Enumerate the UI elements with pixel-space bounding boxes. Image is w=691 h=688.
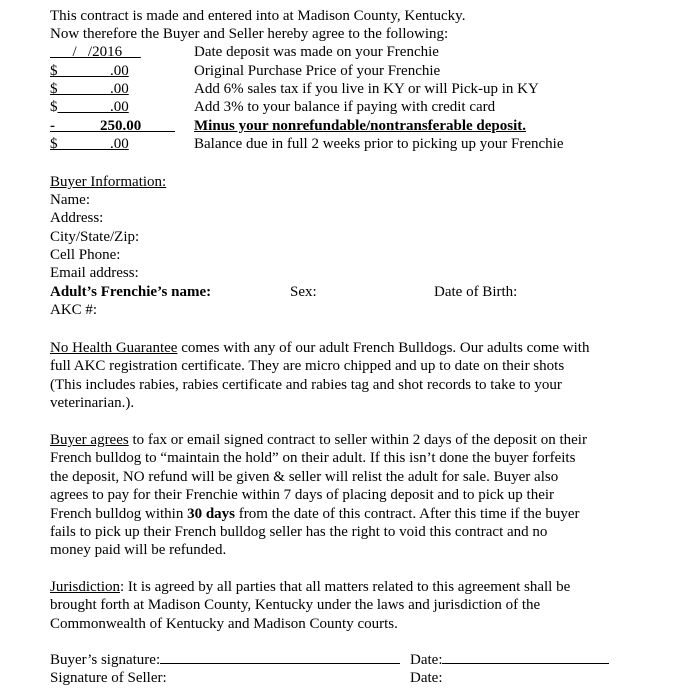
- seller-date-row[interactable]: [410, 669, 442, 687]
- deposit-description: Minus your nonrefundable/nontransferable deposit.: [194, 118, 526, 134]
- buyer-signature-row[interactable]: [50, 651, 400, 669]
- deposit-date-amount: / /2016: [50, 44, 141, 60]
- address-field-label: Address:: [50, 210, 104, 226]
- buyer-signature-line: [160, 651, 400, 664]
- sales-tax-description: Add 6% sales tax if you live in KY or will Pick-up in KY: [194, 81, 539, 97]
- credit-card-field[interactable]: $ .00: [50, 99, 129, 115]
- credit-card-description: Add 3% to your balance if paying with credit card: [194, 99, 496, 115]
- seller-signature-label: Signature of Seller:: [50, 670, 167, 686]
- sales-tax-field[interactable]: $ .00: [50, 81, 129, 97]
- buyer-agrees-paragraph: Buyer agrees to fax or email signed contract to seller within 2 days of the deposit on their French bulldog to “maintain the hold” on their adult. If this isn’t done the buyer forfeits the deposit, NO refund will be given & seller will relist the adult for sale. Buyer also agrees to pay for their Frenchie within 7 days of placing deposit and to pick up their French bulldog within 30 days from the date of this contract. After this time if the buyer fails to pick up their French bulldog seller has the right to void this contract and no money paid will be refunded.: [50, 432, 587, 559]
- seller-signature-row[interactable]: [50, 669, 167, 687]
- buyer-date-row[interactable]: [410, 651, 609, 669]
- cell-phone-label: Cell Phone:: [50, 247, 121, 263]
- jurisdiction-paragraph: Jurisdiction: It is agreed by all parties that all matters related to this agreement shall be brought forth at Madison County, Kentucky under the laws and jurisdiction of the Commonwealth of Kentucky and Madison County courts.: [50, 579, 571, 632]
- purchase-price-description: Original Purchase Price of your Frenchie: [194, 63, 441, 79]
- email-label: Email address:: [50, 265, 139, 281]
- deposit-amount: - 250.00: [50, 118, 175, 134]
- dob-label: Date of Birth:: [434, 284, 518, 300]
- deposit-date-description: Date deposit was made on your Frenchie: [194, 44, 439, 60]
- intro-line-2: Now therefore the Buyer and Seller hereby agree to the following:: [50, 26, 449, 42]
- buyer-info-heading: Buyer Information:: [50, 174, 167, 190]
- buyer-agrees-heading: Buyer agrees: [50, 432, 129, 448]
- balance-description: Balance due in full 2 weeks prior to picking up your Frenchie: [194, 136, 564, 152]
- name-field-label: Name:: [50, 192, 90, 208]
- jurisdiction-heading: Jurisdiction: [50, 579, 120, 595]
- balance-field[interactable]: $ .00: [50, 136, 129, 152]
- deposit-date-field[interactable]: [50, 43, 141, 61]
- buyer-signature-label: Buyer’s signature:: [50, 652, 161, 668]
- health-paragraph: No Health Guarantee comes with any of our adult French Bulldogs. Our adults come with full AKC registration certificate. They are micro chipped and up to date on their shots (This includes rabies, rabies certificate and rabies tag and shot records to take to your veterinarian.).: [50, 340, 590, 412]
- purchase-price-field[interactable]: $ .00: [50, 63, 129, 79]
- adult-name-label: Adult’s Frenchie’s name:: [50, 284, 212, 300]
- sex-label: Sex:: [290, 284, 317, 300]
- buyer-date-line: [442, 651, 609, 664]
- akc-label: AKC #:: [50, 302, 98, 318]
- seller-date-label: Date:: [410, 670, 443, 686]
- health-heading: No Health Guarantee: [50, 340, 178, 356]
- intro-line-1: This contract is made and entered into at Madison County, Kentucky.: [50, 8, 466, 24]
- city-state-zip-label: City/State/Zip:: [50, 229, 140, 245]
- buyer-date-label: Date:: [410, 652, 443, 668]
